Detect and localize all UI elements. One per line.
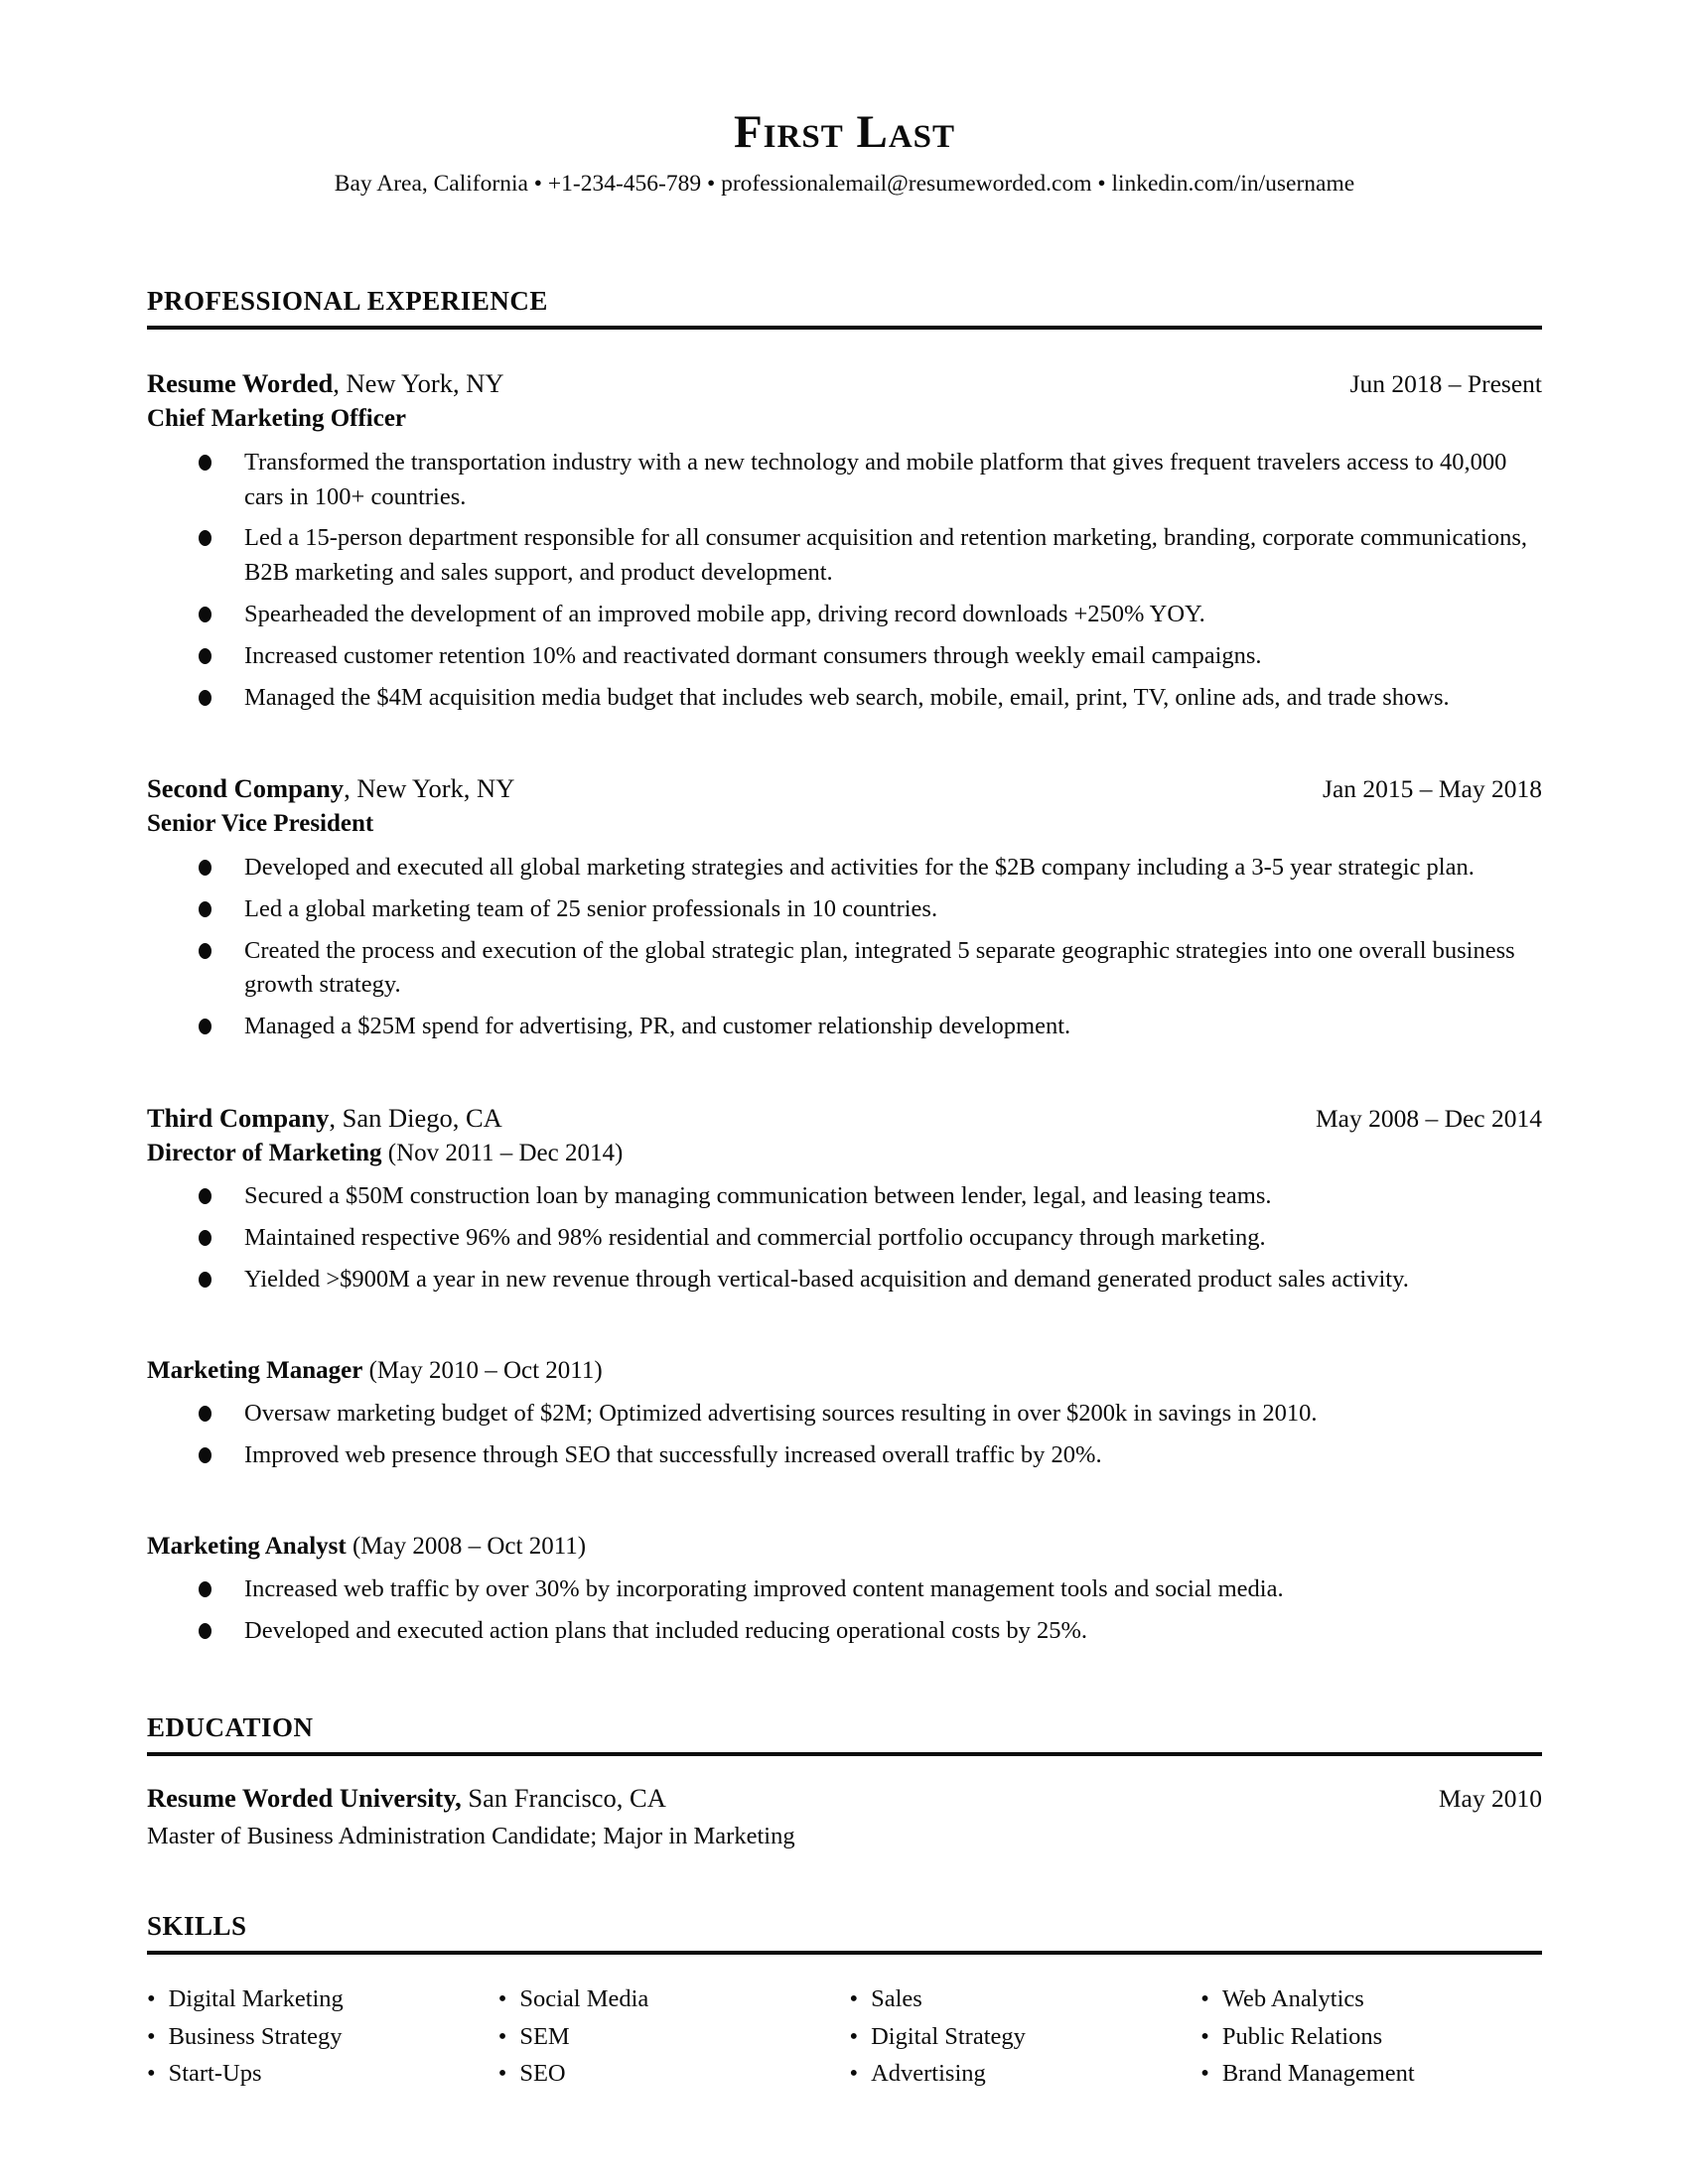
contact-line: Bay Area, California • +1-234-456-789 • professionalemail@resumeworded.com • linkedin.com/in/username (334, 170, 1355, 197)
bullet-text: Increased web traffic by over 30% by incorporating improved content management tools and social media. (244, 1575, 1284, 1603)
skill-label: Advertising (871, 2059, 986, 2087)
dot-icon: • (849, 2022, 859, 2050)
dot-icon: • (1200, 2059, 1209, 2087)
bullet-text: Managed a $25M spend for advertising, PR, and customer relationship development. (244, 1013, 1071, 1040)
job-bullet (147, 598, 1542, 632)
skill-label: Web Analytics (1221, 1985, 1364, 2013)
bullet-text: Spearheaded the development of an improved mobile app, driving record downloads +250% YOY. (244, 600, 1205, 627)
dot-icon: • (849, 1985, 859, 2013)
skills-column (498, 1980, 840, 2092)
job-bullet (147, 934, 1542, 1004)
skill-item (147, 2055, 489, 2092)
job-bullet (147, 892, 1542, 927)
job-bullet-list (147, 851, 1542, 1044)
job-bullet (147, 681, 1542, 716)
job-bullet (147, 1614, 1542, 1649)
bullet-icon (199, 455, 211, 471)
skill-label: Public Relations (1221, 2022, 1383, 2050)
bullet-text: Transformed the transportation industry with a new technology and mobile platform that gives frequent travelers access to 40,000 cars in 100+ countries. (244, 448, 1507, 510)
bullet-icon (199, 1188, 211, 1204)
job-bullet (147, 446, 1542, 515)
skills-section-title: SKILLS (147, 1911, 1542, 1955)
bullet-icon (199, 1581, 211, 1597)
job-role-dates: (May 2008 – Oct 2011) (346, 1532, 587, 1560)
job-bullet (147, 1438, 1542, 1473)
skill-label: SEO (519, 2059, 566, 2087)
job-bullet (147, 1179, 1542, 1214)
skill-item (850, 2018, 1192, 2055)
skills-grid (147, 1980, 1542, 2092)
dot-icon: • (849, 2059, 859, 2087)
skill-item (147, 2018, 489, 2055)
job-bullet (147, 1397, 1542, 1432)
job-bullet (147, 1572, 1542, 1607)
skill-label: Digital Marketing (168, 1985, 344, 2013)
bullet-text: Led a global marketing team of 25 senior professionals in 10 countries. (244, 894, 938, 922)
job-bullet-list (147, 1572, 1542, 1649)
section-skills (147, 1911, 1542, 2092)
job-role: Marketing Analyst (147, 1532, 347, 1560)
job-header-row (147, 367, 1542, 400)
dot-icon: • (497, 1985, 507, 2013)
job-bullet (147, 851, 1542, 886)
section-professional-experience (147, 286, 1542, 1649)
bullet-text: Secured a $50M construction loan by managing communication between lender, legal, and leasing teams. (244, 1182, 1272, 1210)
bullet-icon (199, 1230, 211, 1246)
degree-line: Master of Business Administration Candidate; Major in Marketing (147, 1823, 795, 1850)
skill-label: Brand Management (1221, 2059, 1415, 2087)
experience-section-title: PROFESSIONAL EXPERIENCE (147, 286, 1542, 330)
section-education (147, 1712, 1542, 1853)
dot-icon: • (147, 1985, 156, 2013)
job-bullet (147, 1221, 1542, 1256)
skill-item (850, 2055, 1192, 2092)
school-line (147, 1782, 666, 1815)
job-bullet-list (147, 1397, 1542, 1473)
bullet-icon (199, 1447, 211, 1463)
job-bullet (147, 521, 1542, 591)
bullet-icon (199, 648, 211, 664)
job-bullet (147, 639, 1542, 674)
job-bullet (147, 1010, 1542, 1044)
bullet-icon (199, 901, 211, 917)
job-entry-second-company (147, 772, 1542, 1044)
bullet-icon (199, 860, 211, 876)
job-role-line (147, 403, 1542, 436)
education-dates: May 2010 (1438, 1783, 1542, 1813)
bullet-icon (199, 530, 211, 546)
bullet-icon (199, 607, 211, 622)
company-name: Second Company (147, 773, 345, 804)
job-bullet (147, 1263, 1542, 1297)
job-role-dates: (Nov 2011 – Dec 2014) (381, 1139, 624, 1166)
skill-label: Digital Strategy (871, 2022, 1026, 2050)
company-name: Third Company (147, 1102, 330, 1133)
education-header-row (147, 1782, 1542, 1815)
bullet-text: Led a 15-person department responsible for all consumer acquisition and retention marketing, branding, corporate communications, B2B marketing and sales support, and product development. (244, 524, 1527, 587)
bullet-text: Maintained respective 96% and 98% residential and commercial portfolio occupancy through marketing. (244, 1224, 1266, 1252)
skill-label: Business Strategy (168, 2022, 343, 2050)
skill-item (498, 2018, 840, 2055)
company-location: , San Diego, CA (329, 1102, 502, 1133)
bullet-text: Increased customer retention 10% and reactivated dormant consumers through weekly email campaigns. (244, 641, 1262, 669)
job-role-dates: (May 2010 – Oct 2011) (362, 1356, 603, 1384)
education-section-title: EDUCATION (147, 1712, 1542, 1756)
skill-item (850, 1980, 1192, 2017)
job-role: Marketing Manager (147, 1356, 363, 1384)
skill-label: Sales (871, 1985, 922, 2013)
job-bullet-list (147, 1179, 1542, 1297)
skill-item (1200, 1980, 1542, 2017)
company-location: , New York, NY (333, 368, 504, 399)
company-line (147, 367, 504, 400)
bullet-text: Created the process and execution of the global strategic plan, integrated 5 separate geographic strategies into one overall business growth strategy. (244, 936, 1515, 999)
dot-icon: • (147, 2059, 156, 2087)
bullet-icon (199, 1623, 211, 1639)
job-entry-marketing-analyst (147, 1531, 1542, 1649)
skill-label: SEM (519, 2022, 570, 2050)
bullet-text: Improved web presence through SEO that successfully increased overall traffic by 20%. (244, 1441, 1102, 1469)
job-role-line (147, 1138, 1542, 1170)
bullet-text: Oversaw marketing budget of $2M; Optimized advertising sources resulting in over $200k in savings in 2010. (244, 1400, 1318, 1428)
company-location: , New York, NY (344, 773, 515, 804)
job-dates: May 2008 – Dec 2014 (1315, 1103, 1542, 1133)
bullet-text: Developed and executed all global marketing strategies and activities for the $2B company including a 3-5 year strategic plan. (244, 853, 1475, 881)
skill-item (1200, 2018, 1542, 2055)
school-location: San Francisco, CA (461, 1782, 666, 1813)
skill-label: Social Media (519, 1985, 649, 2013)
bullet-text: Developed and executed action plans that included reducing operational costs by 25%. (244, 1617, 1088, 1645)
dot-icon: • (497, 2059, 507, 2087)
bullet-text: Yielded >$900M a year in new revenue through vertical-based acquisition and demand generated product sales activity. (244, 1266, 1409, 1294)
skills-column (1200, 1980, 1542, 2092)
skill-item (1200, 2055, 1542, 2092)
dot-icon: • (497, 2022, 507, 2050)
resume-header (147, 107, 1542, 199)
job-bullet-list (147, 446, 1542, 715)
job-dates: Jun 2018 – Present (1349, 369, 1542, 399)
bullet-icon (199, 1272, 211, 1288)
skills-column (147, 1980, 489, 2092)
skill-label: Start-Ups (168, 2059, 262, 2087)
job-dates: Jan 2015 – May 2018 (1323, 774, 1542, 804)
dot-icon: • (1200, 2022, 1209, 2050)
job-role: Chief Marketing Officer (147, 405, 407, 433)
job-entry-marketing-manager (147, 1355, 1542, 1473)
skill-item (147, 1980, 489, 2017)
skills-column (850, 1980, 1192, 2092)
skill-item (498, 2055, 840, 2092)
job-header-row (147, 772, 1542, 805)
job-role-line (147, 1355, 1542, 1388)
job-role: Director of Marketing (147, 1139, 382, 1166)
bullet-icon (199, 1019, 211, 1034)
job-entry-resume-worded (147, 367, 1542, 715)
bullet-icon (199, 690, 211, 706)
job-header-row (147, 1102, 1542, 1135)
company-name: Resume Worded (147, 368, 334, 399)
company-line (147, 1102, 502, 1135)
company-line (147, 772, 514, 805)
bullet-text: Managed the $4M acquisition media budget that includes web search, mobile, email, print, TV, online ads, and trade shows. (244, 683, 1450, 711)
job-entry-third-company (147, 1102, 1542, 1297)
dot-icon: • (1200, 1985, 1209, 2013)
bullet-icon (199, 1406, 211, 1422)
candidate-name: First Last (733, 106, 956, 158)
school-name: Resume Worded University, (147, 1782, 462, 1813)
job-role: Senior Vice President (147, 810, 374, 838)
job-role-line (147, 1531, 1542, 1564)
dot-icon: • (147, 2022, 156, 2050)
job-role-line (147, 808, 1542, 841)
bullet-icon (199, 943, 211, 959)
skill-item (498, 1980, 840, 2017)
